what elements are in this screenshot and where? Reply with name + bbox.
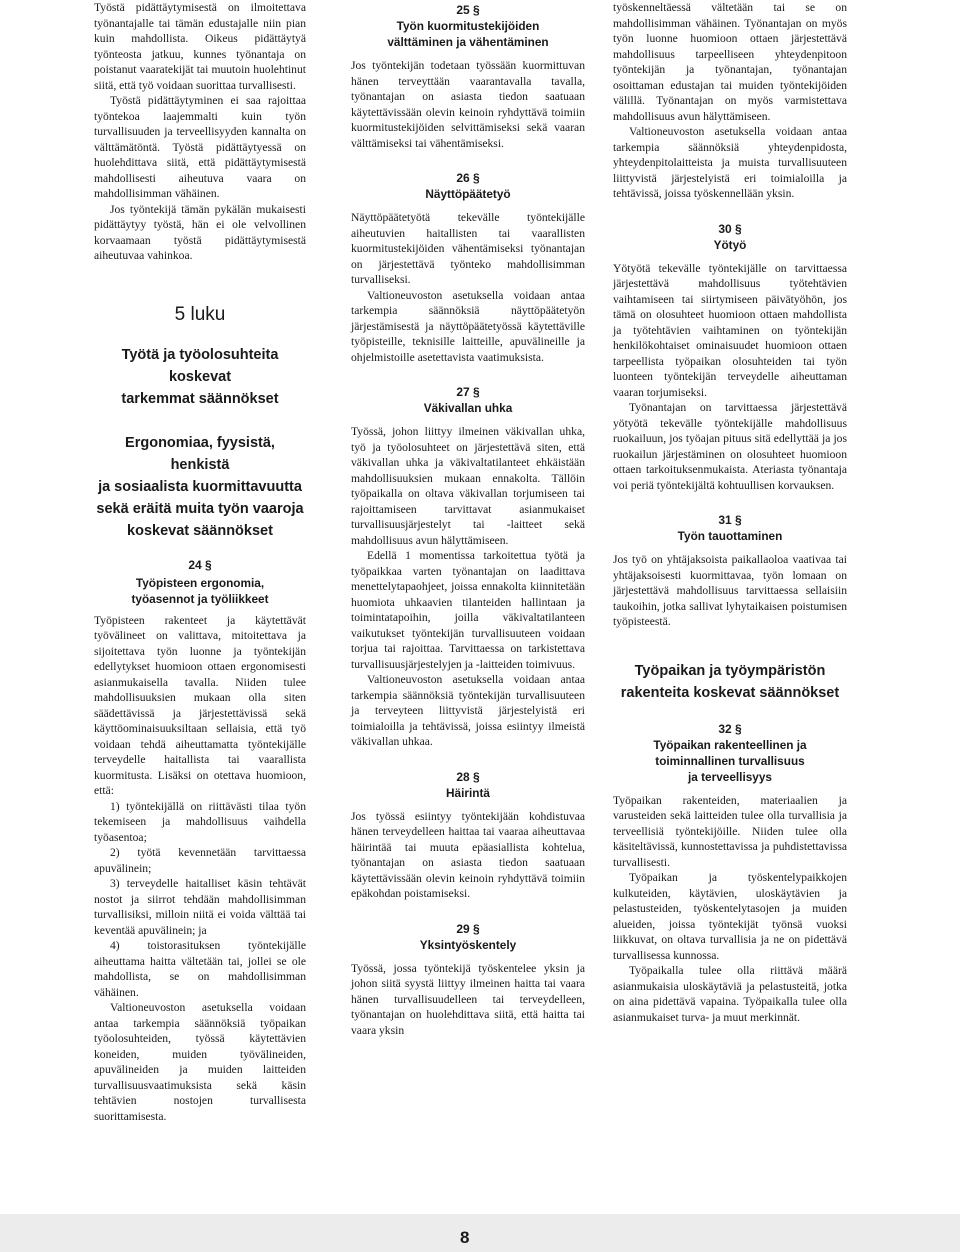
paragraph: Jos työntekijä tämän pykälän mukaisesti pidättäytyy työstä, hän ei ole velvollinen korvaamaan työstä pidättäytymisestä aiheutuvaa vahinkoa. — [94, 202, 306, 262]
paragraph: Näyttöpäätetyötä tekevälle työntekijälle aiheutuvien haitallisten tai vaarallisten kuormitustekijöiden vähentämiseksi työnantajan on järjestettävä työnteko mahdollisimman turvalliseksi. — [351, 211, 585, 286]
section-title: Näyttöpäätetyö — [425, 187, 511, 201]
chapter-title — [94, 344, 306, 410]
chapter-title-line: Työtä ja työolosuhteita koskevat — [121, 346, 279, 385]
section-number: 29 § — [456, 921, 480, 936]
page-number: 8 — [460, 1228, 470, 1247]
subchapter-title-line: sekä eräitä muita työn vaaroja — [96, 500, 304, 517]
section-number: 28 § — [456, 769, 480, 784]
paragraph: Valtioneuvoston asetuksella voidaan antaa tarkempia säännöksiä työntekijän turvallisuuteen ja terveyteen liittyvistä järjestelyistä eri toimialoilla ja tehtävissä, joissa esiintyy ilmeistä väkivallan uhkaa. — [351, 673, 585, 748]
paragraph: Työstä pidättäytymisestä on ilmoitettava työnantajalle tai tämän edustajalle niin pian kuin mahdollista. Oikeus pidättäytyä työnteosta jatkuu, kunnes työnantaja on poistanut vaaratekijät tai muutoin huolehtinut siitä, että työ voidaan suorittaa turvallisesti. — [94, 1, 306, 92]
section-number: 26 § — [456, 171, 480, 185]
subchapter-title-line: rakenteita koskevat säännökset — [620, 684, 840, 701]
section-title — [613, 737, 847, 785]
list-item: 3) terveydelle haitalliset käsin tehtävät nostot ja siirrot tehdään mahdollisimman turvallisiksi, milloin niitä ei voida välttää tai keventää apuvälinein; ja — [94, 877, 306, 937]
paragraph: Työssä, johon liittyy ilmeinen väkivallan uhka, työ ja työolosuhteet on järjestettävä siten, että väkivallan uhka ja väkivaltatilanteet ehkäistään mahdollisuuksien mukaan ennakolta. Tällöin työpaikalla on oltava väkivallan torjumiseen tai rajoittamiseen tarvittavat asianmukaiset turvallisuusjärjestelyt tai -laitteet sekä mahdollisuus avun hälyttämiseen. — [351, 425, 585, 547]
subchapter-title — [94, 432, 306, 542]
section-number: 30 § — [718, 221, 742, 236]
subchapter-title-line: koskevat säännökset — [127, 522, 273, 539]
section-title — [351, 18, 585, 50]
section-title-line: Työpisteen ergonomia, — [135, 575, 265, 590]
section-title: Työn tauottaminen — [677, 529, 783, 543]
paragraph: Työstä pidättäytyminen ei saa rajoittaa työntekoa laajemmalti kuin työn turvallisuuden ja terveellisyyden kannalta on välttämätöntä. Työstä pidättäytyessä on huolehdittava siitä, että pidättäytymisestä mahdollisesti aiheutuva vaara on mahdollisimman vähäinen. — [94, 94, 306, 200]
list-item: 1) työntekijällä on riittävästi tilaa työn tekemiseen ja mahdollisuus vaihdella työasentoa; — [94, 799, 306, 844]
subchapter-title-line: ja sosiaalista kuormittavuutta — [98, 478, 302, 495]
column-right — [613, 0, 847, 1025]
section-title-line: toiminnallinen turvallisuus — [655, 753, 805, 768]
section-title-line: ja terveellisyys — [688, 769, 772, 784]
paragraph: Jos työntekijän todetaan työssään kuormittuvan hänen terveyttään vaarantavalla tavalla, työnantajan on asiasta tiedon saatuaan käytettävissään olevin keinoin ryhdyttävä toimiin kuormitustekijöiden selvittämiseksi sekä vaaran välttämiseksi tai vähentämiseksi. — [351, 59, 585, 150]
section-title: Häirintä — [446, 785, 490, 800]
paragraph: Valtioneuvoston asetuksella voidaan antaa tarkempia säännöksiä näyttöpäätetyön järjestämisestä ja näyttöpäätetyössä käytettäville työpisteille, teknisille laitteille, apuvälineille ja ohjelmistoille asetettavista vaatimuksista. — [351, 288, 585, 364]
subchapter-title-line: Työpaikan ja työympäristön — [634, 662, 826, 679]
section-title: Yksintyöskentely — [419, 937, 517, 952]
paragraph: Työnantajan on tarvittaessa järjestettävä yötyötä tekevälle työntekijälle mahdollisuus ruokailuun, jos työajan pituus sitä edellyttää ja jos ruokailun järjestäminen on olosuhteet huomioon ottaen tarkoituksenmukaista. Ateriasta työnantaja voi periä työntekijältä kohtuullisen korvauksen. — [613, 401, 847, 492]
paragraph: Työssä, jossa työntekijä työskentelee yksin ja johon siitä syystä liittyy ilmeinen haitta tai vaara hänen turvallisuudelleen tai terveydelleen, työnantajan on huolehdittava siitä, että haitta tai vaara yksin — [351, 961, 585, 1037]
list-item: 2) työtä kevennetään tarvittaessa apuvälinein; — [94, 846, 306, 875]
paragraph: Valtioneuvoston asetuksella voidaan antaa tarkempia säännöksiä yhteydenpidosta, yhteydenpitolaitteista ja muista turvallisuuteen liittyvistä järjestelyistä eri toimialoilla ja tehtävissä, joissa työskennellään yksin. — [613, 125, 847, 200]
section-number: 25 § — [456, 3, 480, 17]
subchapter-title — [613, 660, 847, 704]
column-middle — [351, 0, 585, 1038]
section-title-line: Työn kuormitustekijöiden — [396, 19, 540, 33]
section-title: Yötyö — [713, 237, 747, 252]
section-title: Väkivallan uhka — [423, 401, 513, 415]
section-title-line: välttäminen ja vähentäminen — [387, 35, 549, 49]
chapter-title-line: tarkemmat säännökset — [121, 390, 279, 407]
paragraph: Työpaikan rakenteiden, materiaalien ja varusteiden sekä laitteiden tulee olla turvallisia ja terveellisiä työntekijöille. Niiden tulee olla käsiteltävissä, kunnostettavissa ja puhdistettavissa turvallisesti. — [613, 793, 847, 869]
section-title-line: työasennot ja työliikkeet — [131, 591, 269, 606]
section-number: 27 § — [456, 385, 480, 399]
chapter-number: 5 luku — [174, 303, 226, 325]
section-title — [94, 575, 306, 607]
section-number: 31 § — [718, 513, 742, 527]
section-title-line: Työpaikan rakenteellinen ja — [653, 737, 807, 752]
paragraph: Työpaikalla tulee olla riittävä määrä asianmukaisia uloskäytäviä ja pelastusteitä, jotka on aina pidettävä vapaina. Työpaikalla tulee olla asianmukaiset turva- ja muut merkinnät. — [613, 964, 847, 1024]
subchapter-title-line: Ergonomiaa, fyysistä, henkistä — [125, 434, 275, 473]
paragraph: Edellä 1 momentissa tarkoitettua työtä ja työpaikkaa varten työnantajan on laadittava menettelytapaohjeet, joissa ennakolta kiinnitetään huomiota uhkaavien tilanteiden hallintaan ja toimintatapoihin, joilla väkivaltatilanteen vaikutukset työntekijän turvallisuuteen voidaan torjua tai rajoittaa. Tarvittaessa on tarkistettava turvallisuusjärjestelyjen ja -laitteiden toimivuus. — [351, 549, 585, 671]
column-left — [94, 0, 306, 1124]
paragraph: Työpaikan ja työskentelypaikkojen kulkuteiden, käytävien, uloskäytävien ja pelastusteiden, työskentelytasojen ja muiden alueiden, joissa työntekijät työnsä vuoksi liikkuvat, on oltava turvallisia ja ne on pidettävä turvallisessa kunnossa. — [613, 871, 847, 962]
paragraph: Jos työssä esiintyy työntekijään kohdistuvaa hänen terveydelleen haittaa tai vaaraa aiheuttavaa häirintää tai muuta epäasiallista kohtelua, työnantajan on asiasta tiedon saatuaan käytettävissään olevin keinoin ryhdyttävä toimiin epäkohdan poistamiseksi. — [351, 809, 585, 900]
section-number: 32 § — [718, 721, 742, 736]
paragraph: Jos työ on yhtäjaksoista paikallaoloa vaativaa tai yhtäjaksoisesti kuormittavaa, työn lomaan on järjestettävä mahdollisuus tarvittaessa sellaisiin taukoihin, jotka sallivat lyhytaikaisen poistumisen työpisteestä. — [613, 553, 847, 628]
paragraph: Valtioneuvoston asetuksella voidaan antaa tarkempia säännöksiä työpaikan työolosuhteiden, työssä käytettävien koneiden, muiden työvälineiden, apuvälineiden ja muiden laitteiden turvallisuusvaatimuksista sekä käsin tehtävien nostojen turvallisesta suorittamisesta. — [94, 1001, 306, 1123]
paragraph: Työpisteen rakenteet ja käytettävät työvälineet on valittava, mitoitettava ja sijoitettava työn luonne ja työntekijän edellytykset huomioon ottaen ergonomisesti asianmukaisella tavalla. Niiden tulee mahdollisuuksien mukaan olla siten säädettävissä ja järjestettävissä sekä käyttöominaisuuksiltaan sellaisia, että työ voidaan tehdä aiheuttamatta työntekijälle terveydelle haitallista tai vaarallista kuormitusta. Lisäksi on otettava huomioon, että: — [94, 613, 306, 797]
list-item: 4) toistorasituksen työntekijälle aiheuttama haitta vältetään tai, jollei se ole mahdollista, se on mahdollisimman vähäinen. — [94, 939, 306, 999]
section-number: 24 § — [188, 557, 212, 572]
page-footer-band — [0, 1214, 960, 1252]
paragraph: työskenneltäessä vältetään tai se on mahdollisimman vähäinen. Työnantajan on myös työn luonne huomioon ottaen järjestettävä mahdollisuus tarpeelliseen yhteydenpitoon työntekijän ja työnantajan, työnantajan osoittaman edustajan tai muiden työntekijöiden välillä. Työnantajan on myös varmistettava mahdollisuus avun hälyttämiseen. — [613, 1, 847, 123]
paragraph: Yötyötä tekevälle työntekijälle on tarvittaessa järjestettävä mahdollisuus työtehtävien vaihtamiseen tai siirtymiseen päivätyöhön, jos tämä on olosuhteet huomioon ottaen mahdollista ja työtehtävien vaihtaminen on työntekijän henkilökohtaiset ominaisuudet huomioon ottaen tarpeellista työpaikan olosuhteiden tai työn luonteen työntekijän terveydelle aiheuttaman vaaran torjumiseksi. — [613, 261, 847, 399]
